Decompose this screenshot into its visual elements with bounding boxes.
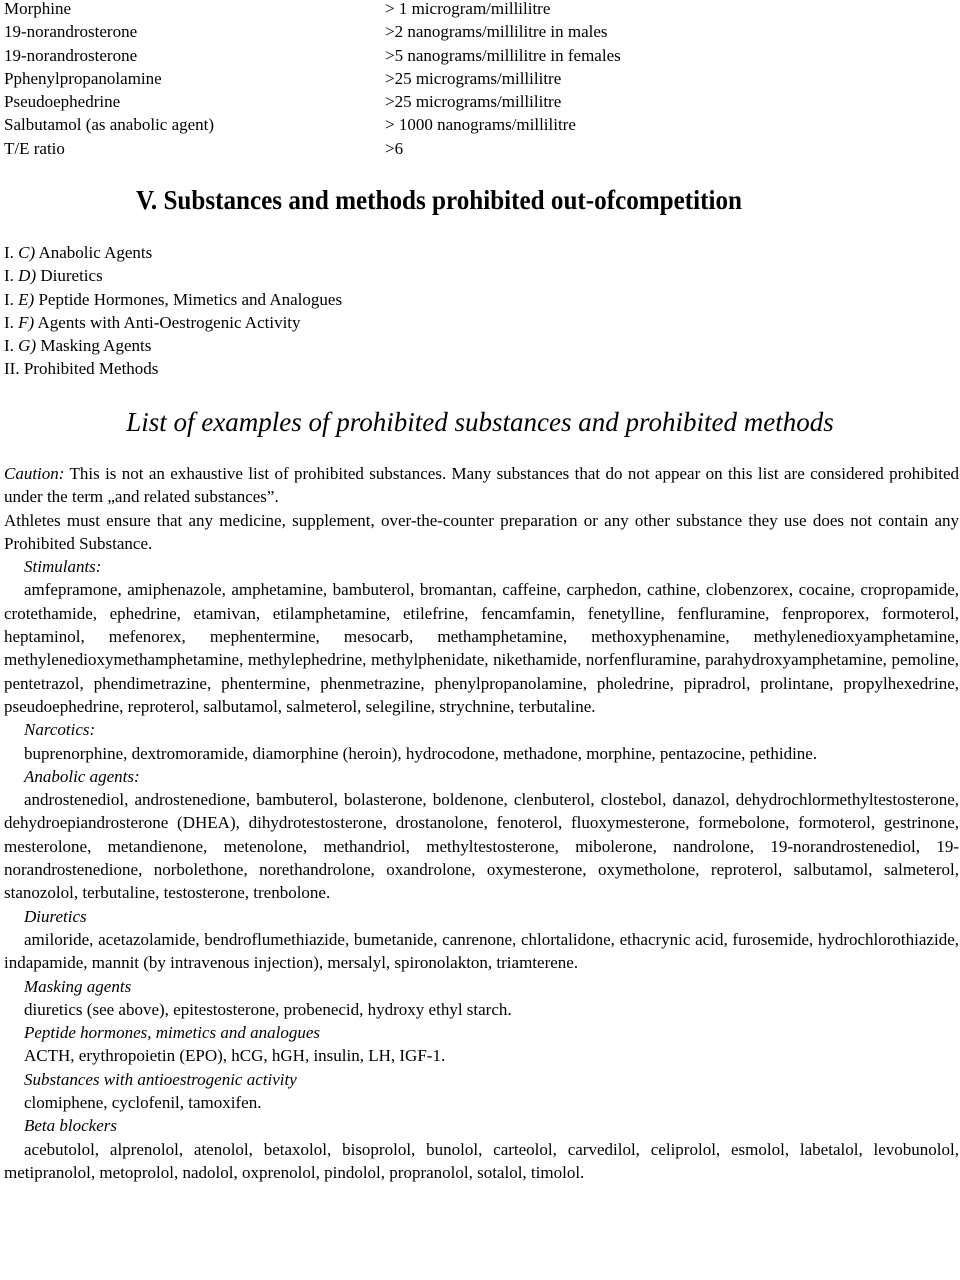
category-heading-peptide: Peptide hormones, mimetics and analogues [24,1023,321,1043]
threshold-value: >6 [385,138,404,158]
substance-name: Pseudoephedrine [4,92,121,112]
substance-name: Salbutamol (as anabolic agent) [4,115,215,135]
antioestrogenic-list: clomiphene, cyclofenil, tamoxifen. [24,1093,262,1113]
outline-item [4,311,342,334]
peptide-list: ACTH, erythropoietin (EPO), hCG, hGH, insulin, LH, IGF-1. [24,1046,446,1066]
category-heading-diuretics: Diuretics [24,906,87,926]
substance-name: 19-norandrosterone [4,45,138,65]
narcotics-list: buprenorphine, dextromoramide, diamorphine (heroin), hydrocodone, methadone, morphine, pentazocine, pethidine. [24,743,818,763]
outline-item [4,357,342,380]
threshold-row [4,0,944,20]
outline-letter: G) [18,336,37,356]
category-heading-narcotics: Narcotics: [24,720,96,740]
outline-label: Anabolic Agents [35,243,153,262]
category-heading-antioestrogenic: Substances with antioestrogenic activity [24,1069,297,1089]
category-heading-anabolic: Anabolic agents: [24,766,140,786]
substance-name: T/E ratio [4,138,65,158]
category-heading-masking: Masking agents [24,976,132,996]
stimulants-list: amfepramone, amiphenazole, amphetamine, bambuterol, bromantan, caffeine, carphedon, cathine, clobenzorex, cocaine, cropropamide, crotethamide, ephedrine, etamivan, etilamphetamine, etilefrine, fencamfamin, fenetylline, fenfluramine, fenproporex, formoterol, heptaminol, mefenorex, mephentermine, mesocarb, methamphetamine, methoxyphenamine, methylenedioxyamphetamine, methylenedioxymethamphetamine, methylephedrine, methylphenidate, nikethamide, norfenfluramine, parahydroxyamphetamine, pemoline, pentetrazol, phendimetrazine, phentermine, phenmetrazine, phenylpropanolamine, pholedrine, pipradrol, prolintane, propylhexedrine, pseudoephedrine, reproterol, salbutamol, salmeterol, selegiline, strychnine, terbutaline. [4,580,959,716]
outline-prefix: II. [4,359,24,379]
outline-label: Agents with Anti-Oestrogenic Activity [34,312,301,332]
section-title: V. Substances and methods prohibited out-ofcompetition [136,185,742,215]
threshold-row [4,20,944,43]
document-body [4,462,959,1184]
threshold-value: >25 micrograms/millilitre [385,68,562,88]
threshold-row [4,67,944,90]
threshold-value: > 1 microgram/millilitre [385,0,551,18]
category-heading-stimulants: Stimulants: [24,557,102,577]
threshold-row [4,137,944,160]
caution-text: This is not an exhaustive list of prohibited substances. Many substances that do not appear on this list are considered prohibited under the term „and related substances”. [4,464,959,507]
threshold-value: > 1000 nanograms/millilitre [385,115,576,135]
anabolic-list: androstenediol, androstenedione, bambuterol, bolasterone, boldenone, clenbuterol, clostebol, danazol, dehydrochlormethyltestosterone, dehydroepiandrosterone (DHEA), dihydrotestosterone, drostanolone, fenoterol, fluoxymesterone, formebolone, formoterol, gestrinone, mesterolone, metandienone, metenolone, methandriol, methyltestosterone, mibolerone, nandrolone, 19-norandrostenediol, 19-norandrostenedione, norbolethone, norethandrolone, oxandrolone, oxymesterone, oxymetholone, reproterol, salbutamol, salmeterol, stanozolol, terbutaline, testosterone, trenbolone. [4,790,959,903]
outline-item [4,288,342,311]
threshold-value: >2 nanograms/millilitre in males [385,22,608,42]
outline-letter: D) [18,266,37,286]
athletes-note: Athletes must ensure that any medicine, supplement, over-the-counter preparation or any other substance they use does not contain any Prohibited Substance. [4,510,959,553]
outline-label: Diuretics [36,266,103,286]
substance-name: Morphine [4,0,72,18]
substance-name: 19-norandrosterone [4,22,138,42]
diuretics-list: amiloride, acetazolamide, bendroflumethiazide, bumetanide, canrenone, chlortalidone, ethacrynic acid, furosemide, hydrochlorothiazide, indapamide, mannit (by intravenous injection), mersalyl, spironolakton, triamterene. [4,929,959,973]
outline-prefix: I. [4,312,19,332]
outline-item [4,241,342,264]
threshold-row [4,113,944,136]
outline-prefix: I. [4,336,19,356]
outline-prefix: I. [4,266,19,286]
outline-letter: F) [18,312,35,332]
threshold-row [4,90,944,113]
outline-label: Prohibited Methods [23,359,159,379]
threshold-table [4,0,944,160]
outline-label: Masking Agents [36,336,152,356]
outline-prefix: I. [4,289,19,309]
threshold-value: >5 nanograms/millilitre in females [385,45,621,65]
outline-item [4,334,342,357]
section-outline [4,241,342,381]
threshold-value: >25 micrograms/millilitre [385,92,562,112]
outline-prefix: I. [4,243,19,262]
caution-label: Caution: [4,464,65,483]
category-heading-beta-blockers: Beta blockers [24,1116,117,1136]
caution-paragraph [4,462,959,509]
outline-label: Peptide Hormones, Mimetics and Analogues [34,289,343,309]
outline-item [4,264,342,287]
threshold-row [4,44,944,67]
list-title: List of examples of prohibited substances and prohibited methods [126,407,834,437]
outline-letter: C) [18,243,36,262]
beta-blockers-list: acebutolol, alprenolol, atenolol, betaxolol, bisoprolol, bunolol, carteolol, carvedilol, celiprolol, esmolol, labetalol, levobunolol, metipranolol, metoprolol, nadolol, oxprenolol, pindolol, propranolol, sotalol, timolol. [4,1139,959,1182]
substance-name: Pphenylpropanolamine [4,68,162,88]
outline-letter: E) [18,289,35,309]
masking-list: diuretics (see above), epitestosterone, probenecid, hydroxy ethyl starch. [24,999,512,1019]
